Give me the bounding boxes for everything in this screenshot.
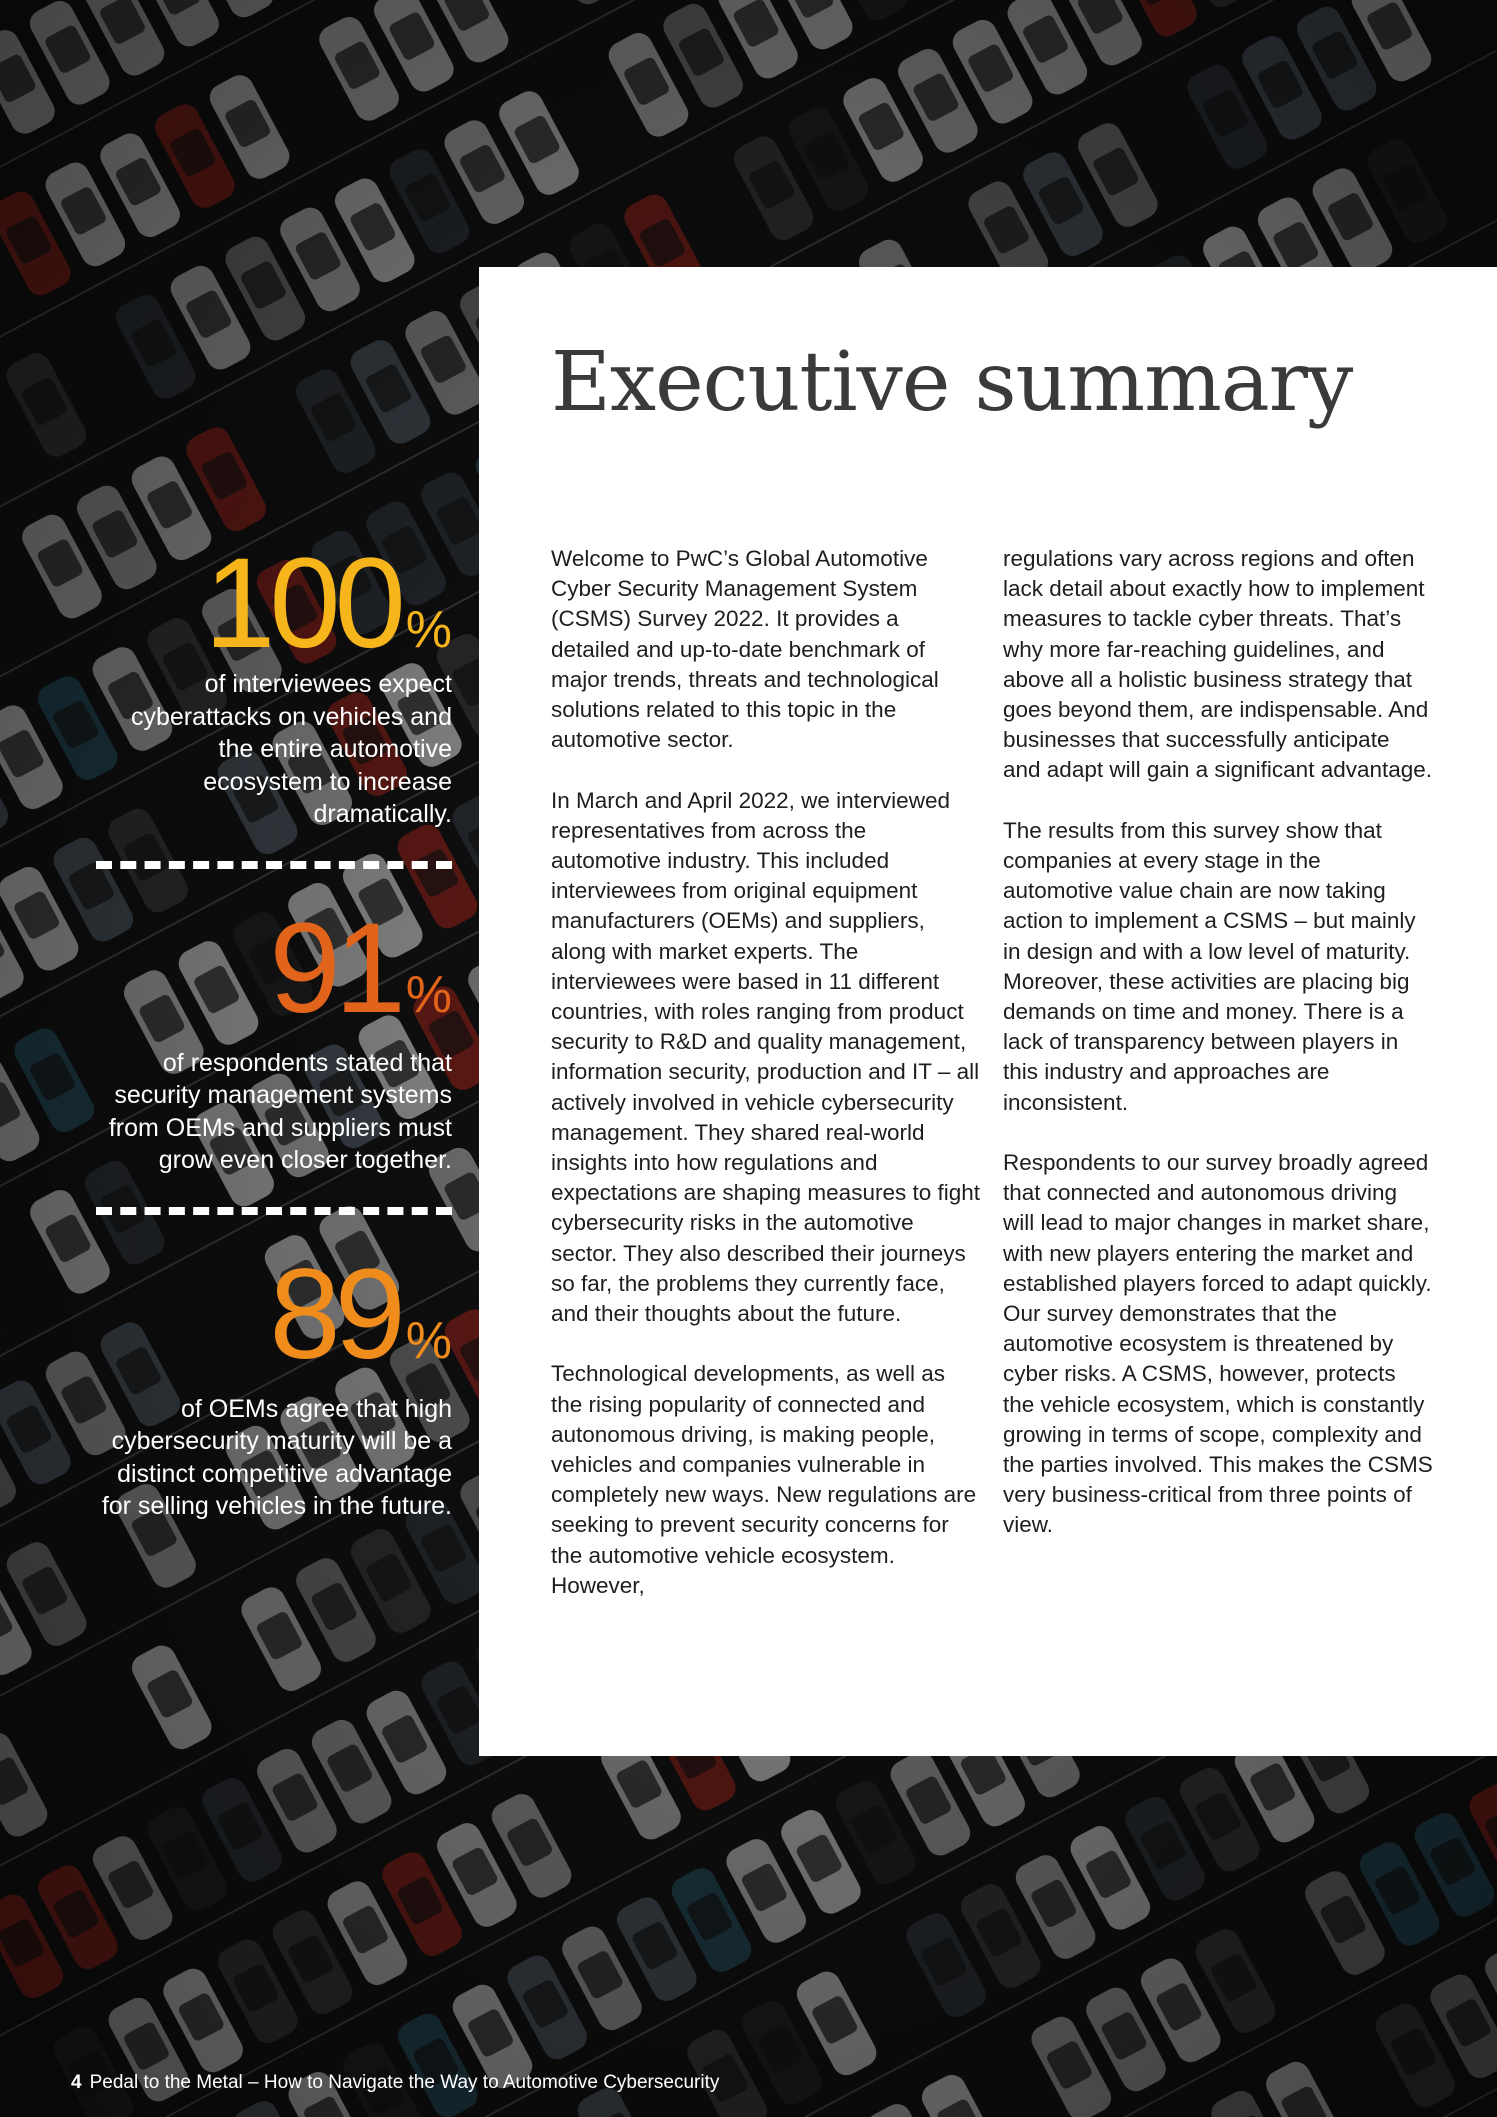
body-column-left <box>551 544 981 1631</box>
stat-block <box>96 532 452 831</box>
document-title: Pedal to the Metal – How to Navigate the Way to Automotive Cybersecurity <box>89 2072 720 2093</box>
stat-value: 89 % <box>269 1242 452 1386</box>
stat-block <box>96 1242 452 1523</box>
body-paragraph: The results from this survey show that companies at every stage in the automotive value chain are now taking action to implement a CSMS – but mainly in design and with a low level of maturity. Moreover, these activities are placing big demands on time and money. There is a lack of transparency between players in this industry and approaches are inconsistent. <box>1003 817 1416 1115</box>
body-paragraph: Welcome to PwC’s Global Automotive Cyber Security Management System (CSMS) Survey 2022. It provides a detailed and up-to-date benchmark of major trends, threats and technological solutions related to this topic in the automotive sector. <box>551 546 939 753</box>
stat-description: of respondents stated that security management systems from OEMs and suppliers must grow even closer together. <box>108 1048 452 1174</box>
body-paragraph: Technological developments, as well as the rising popularity of connected and autonomous driving, is making people, vehicles and companies vulnerable in completely new ways. New regulations are seeking to prevent security concerns for the automotive vehicle ecosystem. However, <box>551 1361 977 1598</box>
stat-block <box>96 896 452 1177</box>
page-title: Executive summary <box>551 335 1353 430</box>
key-stats <box>96 532 452 1523</box>
body-paragraph: Respondents to our survey broadly agreed that connected and autonomous driving will lead to major changes in market share, with new players entering the market and established players forced to adapt quickly. Our survey demonstrates that the automotive ecosystem is threatened by cyber risks. A CSMS, however, protects the vehicle ecosystem, which is constantly growing in terms of scope, complexity and the parties involved. This makes the CSMS very business-critical from three points of view. <box>1003 1150 1433 1538</box>
stat-value: 91 % <box>269 896 452 1040</box>
dashed-divider <box>96 1207 452 1215</box>
body-column-right <box>1003 544 1433 1571</box>
stat-value: 100 % <box>204 532 452 675</box>
stat-description: of OEMs agree that high cybersecurity maturity will be a distinct competitive advantage for selling vehicles in the future. <box>101 1394 452 1520</box>
stat-description: of interviewees expect cyberattacks on vehicles and the entire automotive ecosystem to increase dramatically. <box>130 670 452 828</box>
page-footer <box>71 2072 719 2094</box>
page-number: 4 <box>71 2072 82 2093</box>
dashed-divider <box>96 861 452 869</box>
body-paragraph: In March and April 2022, we interviewed representatives from across the automotive industry. This included interviewees from original equipment manufacturers (OEMs) and suppliers, along with market experts. The interviewees were based in 11 different countries, with roles ranging from product security to R&D and quality management, information security, production and IT – all actively involved in vehicle cybersecurity management. They shared real-world insights into how regulations and expectations are shaping measures to fight cybersecurity risks in the automotive sector. They also described their journeys so far, the problems they currently face, and their thoughts about the future. <box>551 787 981 1327</box>
body-paragraph: regulations vary across regions and often lack detail about exactly how to implement measures to tackle cyber threats. That’s why more far-reaching guidelines, and above all a holistic business strategy that goes beyond them, are indispensable. And businesses that successfully anticipate and adapt will gain a significant advantage. <box>1003 546 1433 783</box>
